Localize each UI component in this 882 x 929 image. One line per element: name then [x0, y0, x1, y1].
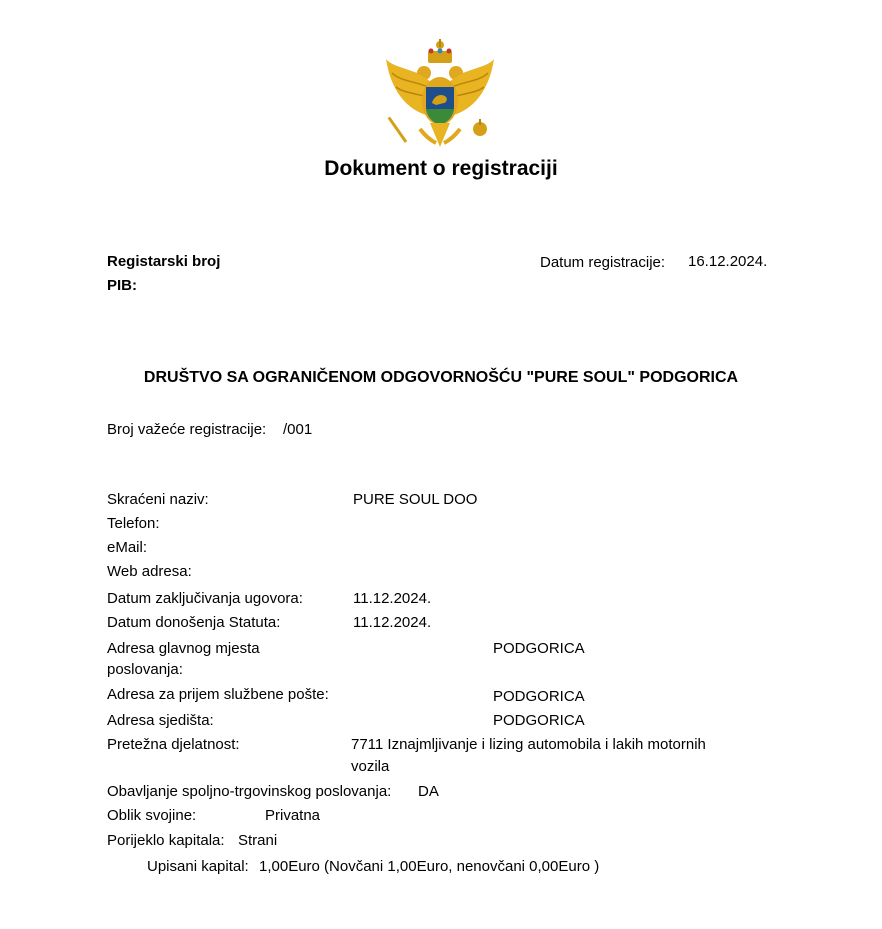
main-address-label: Adresa glavnog mjesta [107, 640, 260, 657]
main-address-value: PODGORICA [493, 640, 585, 657]
foreign-trade-label: Obavljanje spoljno-trgovinskog poslovanja: [107, 783, 392, 800]
ownership-value: Privatna [265, 807, 321, 824]
main-activity-label: Pretežna djelatnost: [107, 736, 240, 753]
short-name-value: PURE SOUL DOO [353, 491, 478, 508]
main-activity-value: 7711 Iznajmljivanje i lizing automobila i lakih motornih [351, 736, 706, 753]
company-full-name: DRUŠTVO SA OGRANIČENOM ODGOVORNOŠĆU "PURE SOUL" PODGORICA [143, 369, 739, 386]
contract-date-label: Datum zaključivanja ugovora: [107, 590, 303, 607]
document-title: Dokument o registraciji [324, 157, 558, 180]
mail-address-value: PODGORICA [493, 688, 585, 705]
subscribed-capital-value: 1,00Euro (Novčani 1,00Euro, nenovčani 0,00Euro ) [259, 858, 600, 875]
foreign-trade-value: DA [418, 783, 439, 800]
web-address-label: Web adresa: [107, 563, 192, 580]
phone-label: Telefon: [107, 515, 160, 532]
seat-address-label: Adresa sjedišta: [107, 712, 214, 729]
main-address-label-continued: poslovanja: [107, 661, 183, 678]
valid-registration-value: /001 [283, 421, 313, 438]
contract-date-value: 11.12.2024. [353, 590, 432, 607]
statute-date-value: 11.12.2024. [353, 614, 432, 631]
registration-date-label: Datum registracije: [540, 254, 666, 271]
subscribed-capital-label: Upisani kapital: [147, 858, 249, 875]
capital-origin-value: Strani [238, 832, 278, 849]
registration-number-label: Registarski broj [107, 253, 221, 270]
mail-address-label: Adresa za prijem službene pošte: [107, 686, 329, 703]
seat-address-value: PODGORICA [493, 712, 585, 729]
email-label: eMail: [107, 539, 148, 556]
statute-date-label: Datum donošenja Statuta: [107, 614, 281, 631]
short-name-label: Skraćeni naziv: [107, 491, 209, 508]
pib-label: PIB: [107, 277, 137, 294]
montenegro-coat-of-arms-icon [384, 37, 496, 161]
valid-registration-label: Broj važeće registracije: [107, 421, 267, 438]
main-activity-value-continued: vozila [351, 758, 390, 775]
ownership-label: Oblik svojine: [107, 807, 197, 824]
capital-origin-label: Porijeklo kapitala: [107, 832, 225, 849]
registration-date-value: 16.12.2024. [688, 253, 768, 270]
